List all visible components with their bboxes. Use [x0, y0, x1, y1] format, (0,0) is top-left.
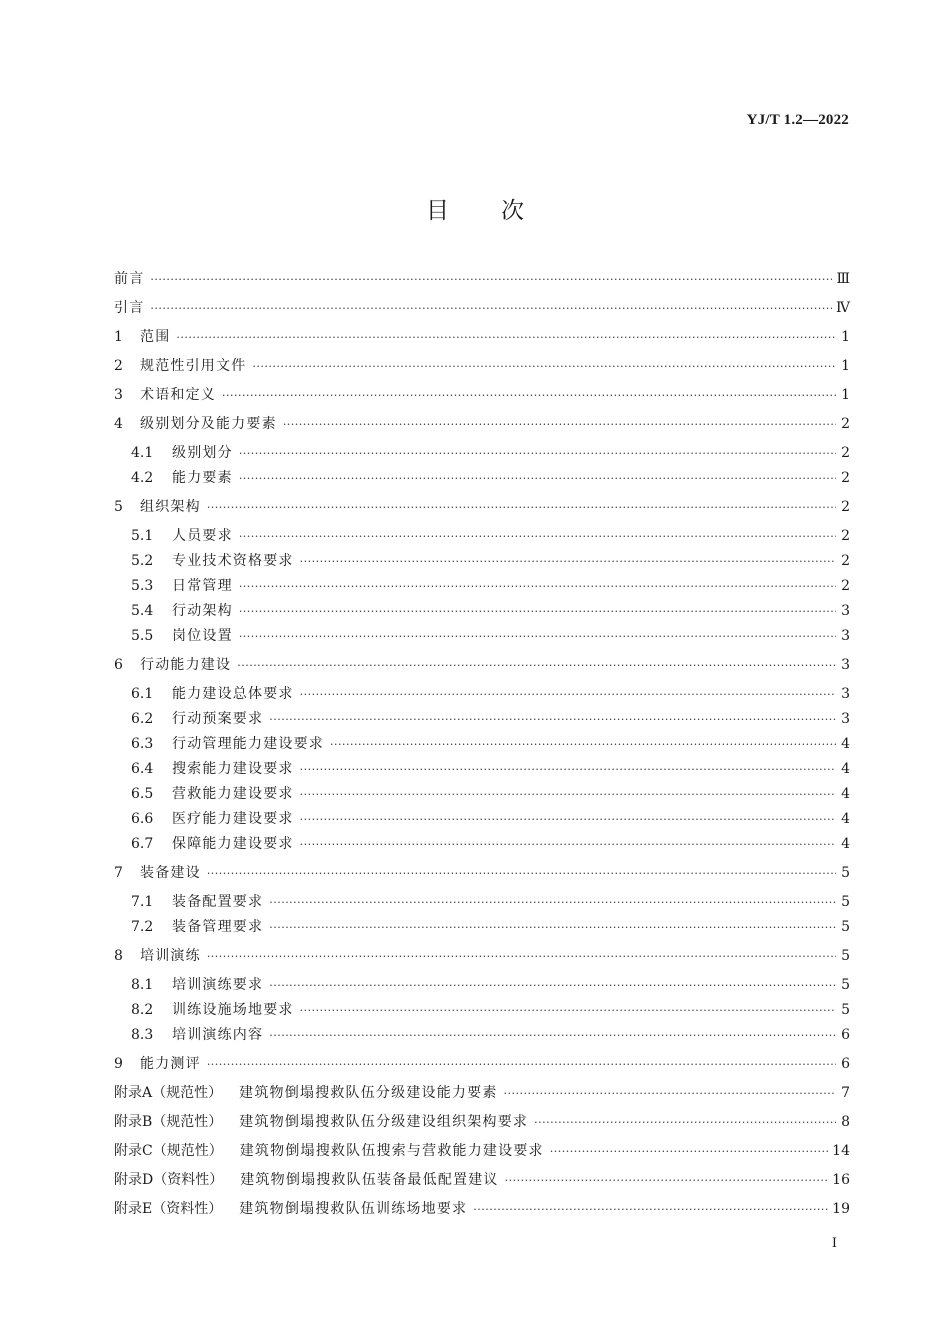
toc-entry-label: 术语和定义	[140, 387, 216, 403]
toc-entry[interactable]	[114, 862, 850, 891]
toc-entry-page: 1	[841, 358, 850, 374]
toc-entry-page: 3	[841, 711, 850, 727]
toc-leader-dots	[252, 360, 836, 373]
toc-entry[interactable]	[114, 654, 850, 683]
toc-entry-number: 附录A（规范性）	[114, 1085, 223, 1101]
toc-entry-number: 6.1	[131, 686, 154, 702]
toc-entry-page: 19	[832, 1201, 850, 1217]
toc-leader-dots	[239, 530, 836, 543]
toc-leader-dots	[207, 501, 836, 514]
toc-entry-page: 6	[841, 1027, 850, 1043]
toc-entry-number: 6.6	[131, 811, 154, 827]
toc-entry-page: 2	[841, 470, 850, 486]
toc-leader-dots	[269, 921, 836, 934]
toc-entry[interactable]	[114, 808, 850, 833]
toc-entry-page: 5	[841, 894, 850, 910]
toc-entry-label: 培训演练	[140, 948, 201, 964]
toc-entry-page: 4	[841, 786, 850, 802]
toc-entry-page: 3	[841, 603, 850, 619]
toc-entry-page: 2	[841, 553, 850, 569]
toc-leader-dots	[269, 713, 836, 726]
toc-entry[interactable]	[114, 326, 850, 355]
toc-leader-dots	[239, 580, 836, 593]
toc-entry-page: 4	[841, 811, 850, 827]
toc-entry[interactable]	[114, 575, 850, 600]
toc-entry-page: 2	[841, 445, 850, 461]
toc-leader-dots	[269, 979, 836, 992]
toc-entry-number: 9	[114, 1056, 123, 1072]
toc-entry-label: 日常管理	[172, 578, 233, 594]
toc-entry-label: 训练设施场地要求	[172, 1002, 294, 1018]
toc-leader-dots	[330, 738, 836, 751]
toc-entry-number: 7	[114, 865, 123, 881]
toc-entry-number: 6.5	[131, 786, 154, 802]
toc-leader-dots	[207, 867, 836, 880]
toc-entry-page: 3	[841, 628, 850, 644]
toc-leader-dots	[207, 1058, 836, 1071]
toc-entry-number: 5	[114, 499, 123, 515]
toc-entry[interactable]	[114, 496, 850, 525]
toc-entry-number: 6.4	[131, 761, 154, 777]
toc-entry[interactable]	[114, 999, 850, 1024]
toc-entry-label: 级别划分	[172, 445, 233, 461]
toc-leader-dots	[300, 555, 836, 568]
toc-entry[interactable]	[114, 1111, 850, 1140]
toc-leader-dots	[269, 896, 836, 909]
toc-entry[interactable]	[114, 708, 850, 733]
toc-entry-number: 5.5	[131, 628, 154, 644]
toc-leader-dots	[237, 659, 836, 672]
toc-entry-number: 5.4	[131, 603, 154, 619]
toc-entry-page: 5	[841, 919, 850, 935]
toc-entry[interactable]	[114, 355, 850, 384]
toc-entry[interactable]	[114, 1053, 850, 1082]
toc-entry-number: 附录C（规范性）	[114, 1143, 223, 1159]
toc-entry-number: 8	[114, 948, 123, 964]
toc-leader-dots	[150, 273, 832, 286]
toc-leader-dots	[504, 1087, 836, 1100]
toc-leader-dots	[239, 472, 836, 485]
toc-entry-number: 6.3	[131, 736, 154, 752]
toc-entry[interactable]	[114, 442, 850, 467]
toc-entry-label: 人员要求	[172, 528, 233, 544]
toc-entry-page: 4	[841, 761, 850, 777]
toc-leader-dots	[269, 1029, 836, 1042]
toc-entry[interactable]	[114, 733, 850, 758]
toc-entry-label: 培训演练内容	[172, 1027, 264, 1043]
toc-leader-dots	[473, 1203, 828, 1216]
toc-entry[interactable]	[114, 945, 850, 974]
toc-leader-dots	[550, 1145, 828, 1158]
toc-entry-page: 1	[841, 329, 850, 345]
toc-leader-dots	[300, 688, 836, 701]
toc-entry-label: 建筑物倒塌搜救队伍分级建设能力要素	[239, 1085, 498, 1101]
toc-entry-number: 1	[114, 329, 123, 345]
toc-entry-label: 建筑物倒塌搜救队伍装备最低配置建议	[240, 1172, 499, 1188]
toc-entry-label: 建筑物倒塌搜救队伍搜索与营救能力建设要求	[239, 1143, 544, 1159]
toc-entry-page: 5	[841, 1002, 850, 1018]
toc-entry-number: 6	[114, 657, 123, 673]
toc-entry-label: 能力要素	[172, 470, 233, 486]
toc-entry[interactable]	[114, 783, 850, 808]
toc-leader-dots	[207, 950, 836, 963]
toc-leader-dots	[534, 1116, 836, 1129]
toc-entry-label: 引言	[114, 300, 145, 316]
table-of-contents	[114, 268, 850, 1227]
toc-leader-dots	[150, 302, 832, 315]
toc-entry-number: 附录E（资料性）	[114, 1201, 223, 1217]
toc-entry-label: 组织架构	[140, 499, 201, 515]
toc-entry-label: 能力建设总体要求	[172, 686, 294, 702]
toc-entry-label: 装备配置要求	[172, 894, 264, 910]
toc-entry-number: 附录B（规范性）	[114, 1114, 223, 1130]
toc-entry-page: 4	[841, 736, 850, 752]
toc-entry[interactable]	[114, 297, 850, 326]
toc-entry-number: 7.2	[131, 919, 154, 935]
toc-entry-page: 6	[841, 1056, 850, 1072]
page-number: Ⅰ	[831, 1236, 837, 1251]
toc-entry-number: 2	[114, 358, 123, 374]
toc-entry-page: 8	[841, 1114, 850, 1130]
toc-entry-label: 级别划分及能力要素	[140, 416, 277, 432]
toc-entry-label: 行动管理能力建设要求	[172, 736, 324, 752]
toc-entry-page: 5	[841, 865, 850, 881]
toc-entry[interactable]	[114, 413, 850, 442]
toc-entry-label: 专业技术资格要求	[172, 553, 294, 569]
toc-entry-label: 能力测评	[140, 1056, 201, 1072]
toc-entry[interactable]	[114, 1198, 850, 1227]
toc-leader-dots	[505, 1174, 829, 1187]
toc-entry[interactable]	[114, 916, 850, 945]
toc-leader-dots	[300, 763, 836, 776]
toc-entry-number: 8.3	[131, 1027, 154, 1043]
toc-entry-number: 4	[114, 416, 123, 432]
toc-entry[interactable]	[114, 550, 850, 575]
toc-entry[interactable]	[114, 1169, 850, 1198]
toc-entry-page: 5	[841, 948, 850, 964]
toc-entry-page: 3	[841, 657, 850, 673]
toc-entry-label: 规范性引用文件	[140, 358, 247, 374]
toc-entry-page: Ⅳ	[836, 300, 850, 316]
toc-entry-label: 建筑物倒塌搜救队伍训练场地要求	[239, 1201, 468, 1217]
toc-leader-dots	[239, 447, 836, 460]
toc-entry-label: 岗位设置	[172, 628, 233, 644]
toc-entry-number: 5.1	[131, 528, 154, 544]
toc-entry-number: 附录D（资料性）	[114, 1172, 224, 1188]
toc-entry-page: 16	[832, 1172, 850, 1188]
toc-entry-number: 8.2	[131, 1002, 154, 1018]
toc-leader-dots	[222, 389, 836, 402]
toc-entry-page: 4	[841, 836, 850, 852]
toc-entry[interactable]	[114, 268, 850, 297]
toc-leader-dots	[176, 331, 836, 344]
toc-entry-page: 1	[841, 387, 850, 403]
toc-entry-number: 6.2	[131, 711, 154, 727]
toc-entry-label: 搜索能力建设要求	[172, 761, 294, 777]
toc-entry-label: 培训演练要求	[172, 977, 264, 993]
toc-entry[interactable]	[114, 1082, 850, 1111]
toc-entry-label: 保障能力建设要求	[172, 836, 294, 852]
toc-entry[interactable]	[114, 833, 850, 862]
toc-entry-number: 4.1	[131, 445, 154, 461]
toc-entry[interactable]	[114, 525, 850, 550]
toc-entry-number: 5.2	[131, 553, 154, 569]
toc-entry-page: 2	[841, 499, 850, 515]
toc-entry-label: 范围	[140, 329, 171, 345]
toc-entry-page: 7	[841, 1085, 850, 1101]
toc-leader-dots	[300, 813, 836, 826]
toc-entry-label: 前言	[114, 271, 145, 287]
page-title: 目次	[426, 198, 576, 224]
toc-entry-page: 2	[841, 528, 850, 544]
toc-entry-label: 行动能力建设	[140, 657, 232, 673]
toc-entry-page: 5	[841, 977, 850, 993]
toc-entry-number: 8.1	[131, 977, 154, 993]
toc-entry-label: 医疗能力建设要求	[172, 811, 294, 827]
toc-entry[interactable]	[114, 758, 850, 783]
standard-code: YJ/T 1.2—2022	[746, 112, 849, 128]
toc-entry-number: 7.1	[131, 894, 154, 910]
toc-leader-dots	[283, 418, 836, 431]
toc-leader-dots	[300, 838, 836, 851]
toc-entry-number: 5.3	[131, 578, 154, 594]
toc-leader-dots	[300, 788, 836, 801]
toc-leader-dots	[239, 605, 836, 618]
toc-entry-label: 装备建设	[140, 865, 201, 881]
toc-entry[interactable]	[114, 1140, 850, 1169]
toc-entry-number: 4.2	[131, 470, 154, 486]
toc-entry[interactable]	[114, 1024, 850, 1053]
toc-entry[interactable]	[114, 384, 850, 413]
toc-entry-number: 3	[114, 387, 123, 403]
toc-entry[interactable]	[114, 683, 850, 708]
toc-entry[interactable]	[114, 467, 850, 496]
toc-entry[interactable]	[114, 974, 850, 999]
toc-entry[interactable]	[114, 891, 850, 916]
toc-entry-page: 2	[841, 578, 850, 594]
toc-entry[interactable]	[114, 600, 850, 625]
toc-leader-dots	[239, 630, 836, 643]
toc-leader-dots	[300, 1004, 836, 1017]
toc-entry-label: 行动预案要求	[172, 711, 264, 727]
toc-entry-label: 营救能力建设要求	[172, 786, 294, 802]
toc-entry-page: 14	[832, 1143, 850, 1159]
toc-entry-label: 装备管理要求	[172, 919, 264, 935]
toc-entry-number: 6.7	[131, 836, 154, 852]
toc-entry-label: 行动架构	[172, 603, 233, 619]
toc-entry-page: Ⅲ	[836, 271, 850, 287]
toc-entry[interactable]	[114, 625, 850, 654]
toc-entry-page: 2	[841, 416, 850, 432]
toc-entry-label: 建筑物倒塌搜救队伍分级建设组织架构要求	[239, 1114, 529, 1130]
toc-entry-page: 3	[841, 686, 850, 702]
